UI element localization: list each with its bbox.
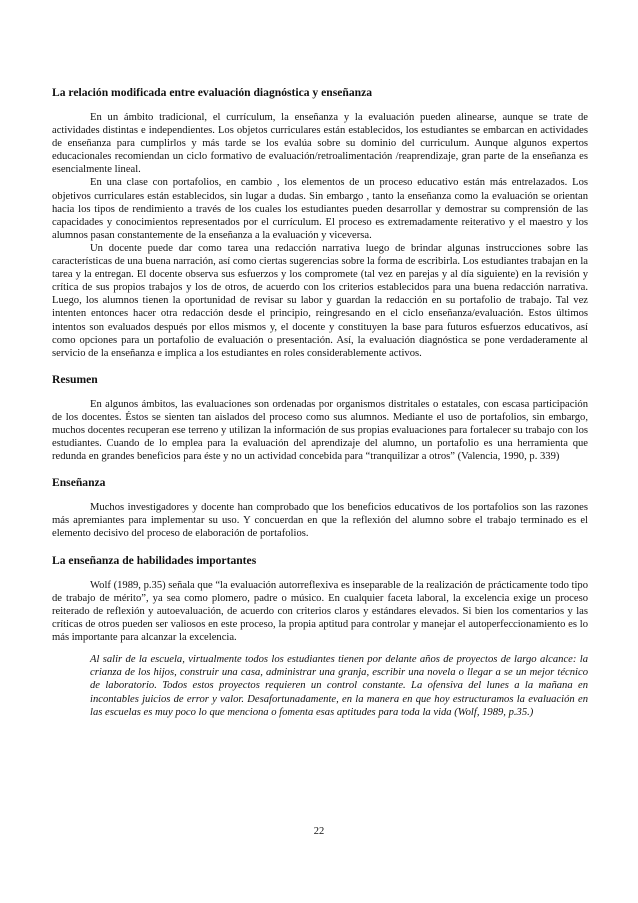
section-heading: La relación modificada entre evaluación diagnóstica y enseñanza [52,86,373,99]
section-heading: Resumen [52,372,98,386]
page-number: 22 [313,826,325,837]
paragraph: En un ámbito tradicional, el currículum, la enseñanza y la evaluación pueden alinearse, aunque se trate de actividades distintas e independientes. Los objetos curriculares están establecidos, los estudiantes se embarcan en actividades de enseñanza para cumplirlos y más tarde se los evalúa sobre su dominio del curriculum. Aunque algunos expertos educacionales recomiendan un ciclo formativo de evaluación/retroalimentación /reaprendizaje, gran parte de la enseñanza es esencialmente lineal. [52,112,588,176]
paragraph: Muchos investigadores y docente han comprobado que los beneficios educativos de los portafolios son las razones más apremiantes para implementar su uso. Y concuerdan en que la reflexión del alumno sobre el trabajo terminado es el elemento decisivo del proceso de elaboración de portafolios. [52,502,588,540]
paragraph: En algunos ámbitos, las evaluaciones son ordenadas por organismos distritales o estatales, con escasa participación de los docentes. Éstos se sienten tan aislados del proceso como sus alumnos. Mediante el uso de portafolios, sin embargo, muchos docentes recuperan ese terreno y utilizan la información de sus propias evaluaciones para fortalecer su trabajo con los estudiantes. Cuando de lo emplea para la evaluación del aprendizaje del alumno, un portafolio es una herramienta que redunda en grandes beneficios para éste y no un actividad concebida para “tranquilizar a otros” (Valencia, 1990, p. 339) [52,398,588,463]
section-heading: La enseñanza de habilidades importantes [52,553,257,567]
paragraph: En una clase con portafolios, en cambio , los elementos de un proceso educativo están más entrelazados. Los objetivos curriculares están establecidos, sin lugar a dudas. Sin embargo , tanto la enseñanza como la evaluación se orientan hacia los tipos de rendimiento a través de los cuales los estudiantes pueden desarrollar y demostrar su comprensión de las capacidades y conocimientos representados por el currículum. El proceso es extremadamente reiterativo y el maestro y los alumnos pasan constantemente de la enseñanza a la evaluación y viceversa. [52,177,588,241]
page-content [52,86,588,719]
section-heading: Enseñanza [52,476,106,490]
paragraph: Un docente puede dar como tarea una redacción narrativa luego de brindar algunas instrucciones sobre las características de una buena narración, así como ciertas sugerencias sobre la forma de escribirla. Los estudiantes trabajan en la tarea y la entregan. El docente observa sus esfuerzos y los compromete (tal vez en parejas y al día siguiente) en la revisión y crítica de sus propios trabajos y los de otros, de acuerdo con los criterios establecidos para una buena redacción narrativa. Luego, los alumnos tienen la oportunidad de revisar su labor y guardan la redacción en su portafolio de trabajo. Tal vez intenten entonces hacer otra redacción desde el principio, reingresando en el ciclo enseñanza/evaluación. Estos últimos intentos son evaluados después por ellos mismos y, el docente y constituyen la base para futuros esfuerzos educativos, así como opciones para un portafolio de evaluación o presentación. Así, la evaluación diagnóstica se pone verdaderamente al servicio de la enseñanza e implica a los estudiantes en roles considerablemente activos. [52,242,588,359]
block-quote: Al salir de la escuela, virtualmente todos los estudiantes tienen por delante años de proyectos de largo alcance: la crianza de los hijos, construir una casa, administrar una granja, escribir una novela o llegar a se un mejor técnico de laboratorio. Todos estos proyectos requieren un control constante. La ofensiva del lunes a la mañana en incontables juicios de error y valor. Desafortunadamente, en la manera en que hoy estructuramos la evaluación en las escuelas es muy poco lo que menciona o fomenta esas aptitudes para toda la vida (Wolf, 1989, p.35.) [90,654,588,718]
paragraph: Wolf (1989, p.35) señala que “la evaluación autorreflexiva es inseparable de la realización de prácticamente todo tipo de trabajo de mérito”, ya sea como plomero, padre o músico. En cualquier faceta laboral, la excelencia exige un proceso reiterado de reflexión y autoevaluación, de acuerdo con criterios claros y estándares elevados. Si bien los comentarios y las críticas de otros pueden ser valiosos en este proceso, la propia aptitud para controlar y manejar el autoperfeccionamiento es lo más importante para alcanzar la excelencia. [52,579,589,643]
